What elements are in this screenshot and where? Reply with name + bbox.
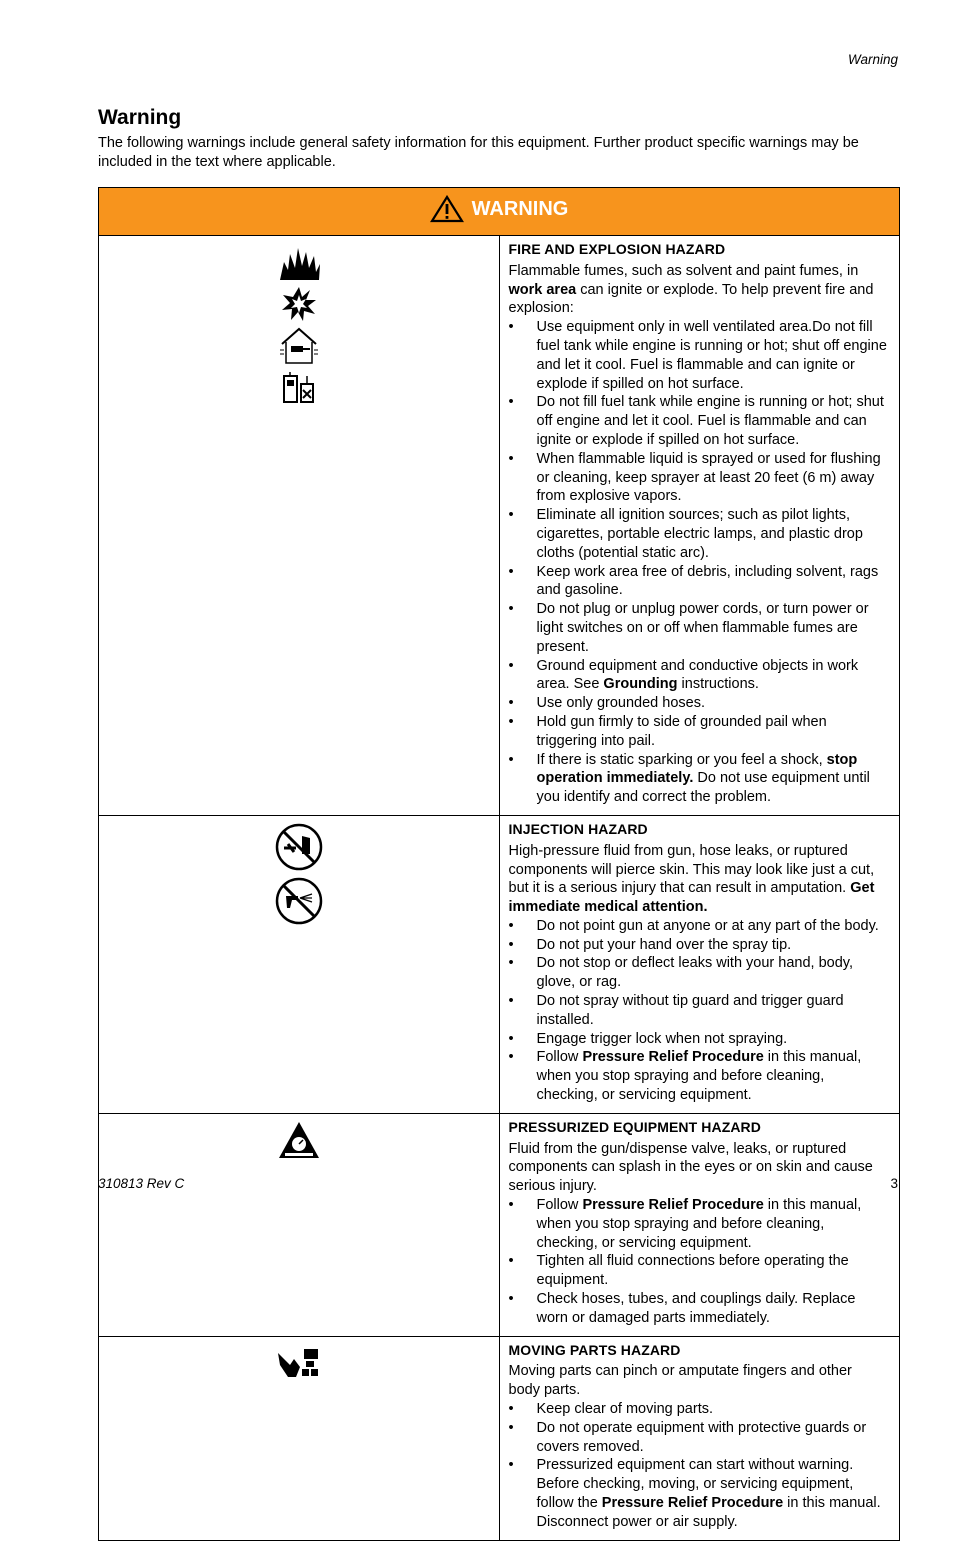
- list-item: • Ground equipment and conductive objects in work area. See Grounding instructions.: [509, 657, 888, 695]
- list-item: • Pressurized equipment can start without warning. Before checking, moving, or servicing equipment, follow the Pressure Relief Procedure in this manual. Disconnect power or air supply.: [509, 1456, 888, 1531]
- moving-parts-bullet-list: [509, 1400, 888, 1532]
- list-item: • Do not fill fuel tank while engine is running or hot; shut off engine and let it cool. Fuel is flammable and can ignite or explode if spilled on hot surface.: [509, 393, 888, 449]
- ventilated-house-icon: [278, 326, 320, 366]
- list-item: • Follow Pressure Relief Procedure in this manual, when you stop spraying and before cleaning, checking, or servicing equipment.: [509, 1196, 888, 1252]
- injection-heading: INJECTION HAZARD: [508, 820, 648, 837]
- page-number: 3: [890, 1176, 898, 1191]
- injection-hazard-row: [99, 815, 900, 1113]
- pressurized-heading: PRESSURIZED EQUIPMENT HAZARD: [508, 1118, 761, 1135]
- list-item: • Do not operate equipment with protective guards or covers removed.: [509, 1419, 888, 1457]
- list-item: • Engage trigger lock when not spraying.: [509, 1030, 888, 1049]
- list-item: • Do not spray without tip guard and trigger guard installed.: [509, 992, 888, 1030]
- moving-parts-icons: [99, 1336, 500, 1540]
- fire-heading: FIRE AND EXPLOSION HAZARD: [508, 241, 726, 257]
- list-item: • When flammable liquid is sprayed or used for flushing or cleaning, keep sprayer at least 20 feet (6 m) away from explosive vapors.: [509, 450, 888, 506]
- moving-parts-intro: Moving parts can pinch or amputate fingers and other body parts.: [508, 1363, 852, 1399]
- warning-triangle-icon: [430, 195, 464, 223]
- fire-icons: [99, 236, 500, 816]
- injection-intro: High-pressure fluid from gun, hose leaks, or ruptured components will pierce skin. This may look like just a cut, but it is a serious injury that can result in amputation. Get immediate medical attention.: [508, 842, 875, 916]
- page-title: Warning: [98, 106, 182, 129]
- list-item: • Do not plug or unplug power cords, or turn power or light switches on or off when flammable fumes are present.: [509, 600, 888, 656]
- moving-parts-heading: MOVING PARTS HAZARD: [508, 1341, 681, 1358]
- document-id: 310813 Rev C: [98, 1176, 185, 1191]
- no-spray-icon: [274, 876, 324, 926]
- list-item: • Check hoses, tubes, and couplings daily. Replace worn or damaged parts immediately.: [509, 1290, 888, 1328]
- pressurized-bullet-list: [509, 1196, 888, 1328]
- fire-icon: [276, 242, 322, 282]
- intro-paragraph: The following warnings include general safety information for this equipment. Further product specific warnings may be included in the text where applicable.: [98, 135, 859, 170]
- warning-banner: [99, 188, 900, 236]
- moving-parts-icon: [276, 1343, 322, 1383]
- list-item: • Eliminate all ignition sources; such as pilot lights, cigarettes, portable electric lamps, and plastic drop cloths (potential static arc).: [509, 506, 888, 562]
- banner-label: WARNING: [471, 197, 569, 220]
- list-item: • Do not point gun at anyone or at any part of the body.: [509, 917, 888, 936]
- injection-icons: [99, 815, 500, 1113]
- list-item: • Do not put your hand over the spray tip.: [509, 936, 888, 955]
- list-item: • Do not stop or deflect leaks with your hand, body, glove, or rag.: [509, 954, 888, 992]
- injection-bullet-list: [509, 917, 888, 1105]
- list-item: • Tighten all fluid connections before operating the equipment.: [509, 1252, 888, 1290]
- list-item: • Hold gun firmly to side of grounded pail when triggering into pail.: [509, 713, 888, 751]
- warning-table: [98, 187, 900, 1541]
- running-header: Warning: [847, 52, 898, 67]
- list-item: • Keep work area free of debris, including solvent, rags and gasoline.: [509, 563, 888, 601]
- explosion-icon: [281, 286, 317, 322]
- fire-bullet-list: [509, 318, 888, 807]
- pressurized-icons: [99, 1113, 500, 1336]
- moving-parts-hazard-row: [99, 1336, 900, 1540]
- pressurized-hazard-row: [99, 1113, 900, 1336]
- list-item: • Follow Pressure Relief Procedure in this manual, when you stop spraying and before cleaning, checking, or servicing equipment.: [509, 1048, 888, 1104]
- no-hand-icon: [274, 822, 324, 872]
- pressure-gauge-icon: [277, 1120, 321, 1160]
- list-item: • Use only grounded hoses.: [509, 694, 888, 713]
- fire-intro: Flammable fumes, such as solvent and paint fumes, in work area can ignite or explode. To help prevent fire and explosion:: [508, 262, 874, 317]
- list-item: • If there is static sparking or you feel a shock, stop operation immediately. Do not use equipment until you identify and correct the problem.: [509, 751, 888, 807]
- list-item: • Keep clear of moving parts.: [509, 1400, 888, 1419]
- pressurized-intro: Fluid from the gun/dispense valve, leaks, or ruptured components can splash in the eyes or on skin and cause serious injury.: [508, 1140, 873, 1195]
- fire-hazard-row: [99, 236, 900, 816]
- grounding-icon: [281, 370, 317, 406]
- list-item: • Use equipment only in well ventilated area.Do not fill fuel tank while engine is running or hot; shut off engine and let it cool. Fuel is flammable and can ignite or explode if spilled on hot surface.: [509, 318, 888, 393]
